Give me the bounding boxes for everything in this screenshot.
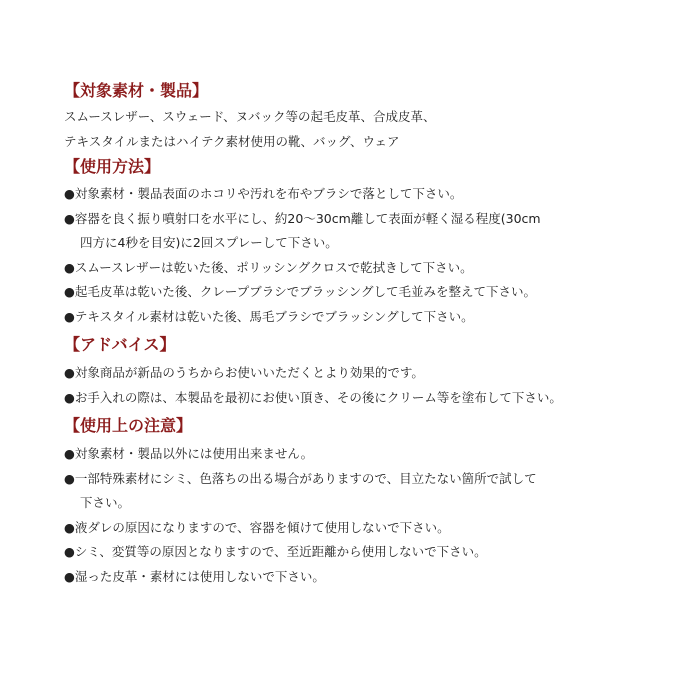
body-line: スムースレザー、スウェード、ヌバック等の起毛皮革、合成皮革、 [64, 109, 436, 124]
section-advice [64, 334, 644, 410]
section-usage-cautions [64, 415, 644, 589]
bullet-continuation: 四方に4秒を目安)に2回スプレーして下さい。 [80, 235, 338, 250]
bullet-item: ●お手入れの際は、本製品を最初にお使い頂き、その後にクリーム等を塗布して下さい。 [64, 389, 562, 405]
bullet-item: ●容器を良く振り噴射口を水平にし、約20～30cm離して表面が軽く湿る程度(30cm [64, 210, 541, 226]
bullet-item: ●シミ、変質等の原因となりますので、至近距離から使用しないで下さい。 [64, 544, 487, 559]
section-heading: 【使用上の注意】 [64, 416, 193, 435]
section-usage-method [64, 156, 644, 329]
bullet-item: ●スムースレザーは乾いた後、ポリッシングクロスで乾拭きして下さい。 [64, 259, 473, 275]
section-heading: 【使用方法】 [64, 157, 161, 176]
bullet-item: ●一部特殊素材にシミ、色落ちの出る場合がありますので、目立たない箇所で試して [64, 470, 537, 486]
section-heading: 【対象素材・製品】 [64, 81, 209, 100]
bullet-item: ●起毛皮革は乾いた後、クレープブラシでブラッシングして毛並みを整えて下さい。 [64, 284, 536, 299]
bullet-continuation: 下さい。 [80, 495, 131, 510]
bullet-item: ●湿った皮革・素材には使用しないで下さい。 [64, 568, 325, 584]
instructions-document [64, 80, 644, 589]
bullet-item: ●対象素材・製品以外には使用出来ません。 [64, 446, 314, 461]
section-heading: 【アドバイス】 [64, 335, 176, 354]
body-line: テキスタイルまたはハイテク素材使用の靴、バッグ、ウェア [64, 133, 400, 149]
section-target-materials [64, 80, 644, 154]
bullet-item: ●液ダレの原因になりますので、容器を傾けて使用しないで下さい。 [64, 519, 450, 535]
bullet-item: ●対象素材・製品表面のホコリや汚れを布やブラシで落として下さい。 [64, 186, 463, 201]
bullet-item: ●テキスタイル素材は乾いた後、馬毛ブラシでブラッシングして下さい。 [64, 308, 474, 324]
bullet-item: ●対象商品が新品のうちからお使いいただくとより効果的です。 [64, 365, 424, 380]
